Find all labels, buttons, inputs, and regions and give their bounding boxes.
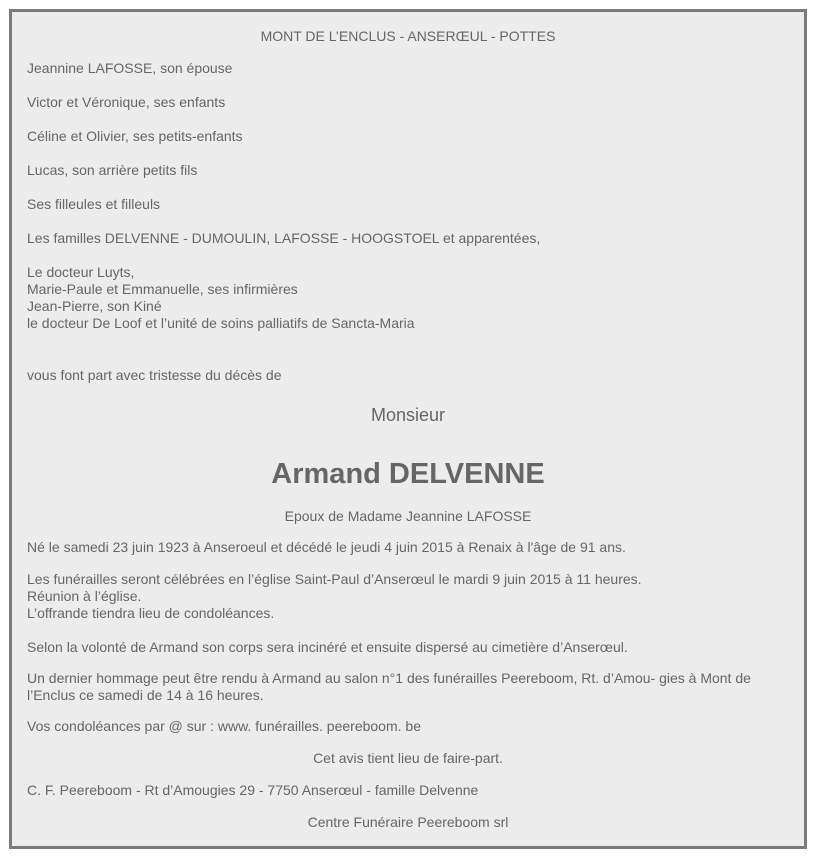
funeral-line: Les funérailles seront célébrées en l’église Saint-Paul d’Anserœul le mardi 9 juin 2015 à 11 heures.: [27, 571, 642, 587]
family-wife: Jeannine LAFOSSE, son épouse: [27, 60, 233, 76]
family-children: Victor et Véronique, ses enfants: [27, 94, 226, 110]
family-relatives: Les familles DELVENNE - DUMOULIN, LAFOSSE - HOOGSTOEL et apparentées,: [27, 230, 541, 246]
family-godchildren: Ses filleules et filleuls: [27, 196, 161, 212]
header-locations: MONT DE L’ENCLUS - ANSERŒUL - POTTES: [260, 28, 556, 44]
condolences-info: Vos condoléances par @ sur : www. funérailles. peereboom. be: [27, 718, 421, 734]
caregiver-line: Jean-Pierre, son Kiné: [27, 298, 162, 314]
funeral-info: [27, 571, 787, 622]
caregiver-line: le docteur De Loof et l’unité de soins palliatifs de Sancta-Maria: [27, 315, 415, 331]
cremation-info: Selon la volonté de Armand son corps sera incinéré et ensuite dispersé au cimetière d’Anserœul.: [27, 639, 628, 655]
funeral-home-address: C. F. Peereboom - Rt d’Amougies 29 - 7750 Anserœul - famille Delvenne: [27, 782, 479, 798]
caregiver-line: Marie-Paule et Emmanuelle, ses infirmières: [27, 281, 298, 297]
deceased-title: Monsieur: [370, 405, 446, 425]
tribute-info: Un dernier hommage peut être rendu à Armand au salon n°1 des funérailles Peereboom, Rt. d’Amou- gies à Mont de l’Enclus ce samedi de 14 à 16 heures.: [27, 670, 751, 703]
obituary-notice: [9, 9, 807, 849]
caregiver-line: Le docteur Luyts,: [27, 264, 135, 280]
deceased-spouse: Epoux de Madame Jeannine LAFOSSE: [284, 508, 532, 524]
deceased-name: Armand DELVENNE: [271, 458, 545, 490]
funeral-home-name: Centre Funéraire Peereboom srl: [307, 814, 509, 830]
notice-text: Cet avis tient lieu de faire-part.: [313, 750, 503, 766]
family-great-grandchild: Lucas, son arrière petits fils: [27, 162, 198, 178]
funeral-line: L’offrande tiendra lieu de condoléances.: [27, 605, 275, 621]
funeral-line: Réunion à l’église.: [27, 588, 142, 604]
birth-death-info: Né le samedi 23 juin 1923 à Anseroeul et décédé le jeudi 4 juin 2015 à Renaix à l'âge de 91 ans.: [27, 539, 626, 555]
caregivers-list: [27, 264, 787, 332]
family-grandchildren: Céline et Olivier, ses petits-enfants: [27, 128, 243, 144]
announcement-text: vous font part avec tristesse du décès de: [27, 367, 282, 383]
